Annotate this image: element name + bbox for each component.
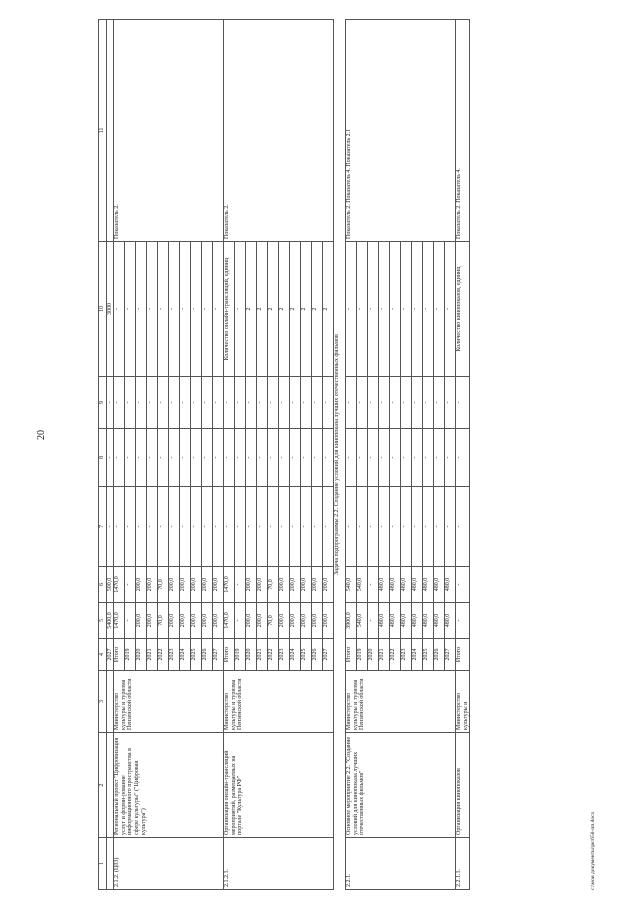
table-cell: -	[346, 242, 357, 377]
table-cell: 70,0	[158, 603, 169, 639]
table-cell: -	[379, 242, 390, 377]
table-cell: -	[423, 429, 434, 487]
table-cell: -	[106, 377, 114, 429]
table-cell: -	[279, 377, 290, 429]
table-cell: -	[346, 429, 357, 487]
table-cell: -	[379, 487, 390, 567]
table-cell: -	[456, 567, 470, 603]
table-cell: -	[213, 242, 224, 377]
table-cell: -	[412, 242, 423, 377]
table-cell: -	[136, 429, 147, 487]
table-cell: -	[434, 429, 445, 487]
table-cell: -	[401, 377, 412, 429]
table-cell: -	[147, 242, 158, 377]
table-cell: 1470,0	[114, 603, 125, 639]
table-cell: -	[401, 429, 412, 487]
table-cell: 200,0	[290, 567, 301, 603]
column-header: 11	[99, 20, 107, 242]
table-cell: 200,0	[202, 603, 213, 639]
table-cell: 480,0	[401, 603, 412, 639]
table-cell: 2026	[202, 639, 213, 671]
table-cell: 2024	[412, 639, 423, 671]
footer-path: c:\мои документы\рк\658-пп.docx	[590, 811, 596, 890]
row-number: 2.1.2.1.	[224, 838, 334, 890]
table-cell: 200,0	[136, 567, 147, 603]
table-cell: -	[456, 377, 470, 429]
table-cell: -	[235, 603, 246, 639]
table-cell: 200,0	[136, 603, 147, 639]
table-cell: -	[357, 242, 368, 377]
table-cell: 2025	[423, 639, 434, 671]
table-cell: 200,0	[279, 567, 290, 603]
indicator: Показатель 2. Показатель 4.	[456, 20, 470, 242]
executor: Министерство культуры и туризма Пензенской области	[114, 671, 224, 733]
measure-name: Организация кинопоказов	[456, 733, 470, 838]
table-cell: -	[445, 242, 456, 377]
table-cell: -	[412, 429, 423, 487]
table-cell: -	[169, 487, 180, 567]
table-cell: 480,0	[412, 603, 423, 639]
table-cell: -	[257, 377, 268, 429]
table-cell: -	[357, 377, 368, 429]
table-cell: -	[312, 429, 323, 487]
row-number: 2.1.2. (Ц03)	[114, 838, 224, 890]
column-header: 3	[99, 671, 107, 733]
table-cell: -	[191, 242, 202, 377]
table-cell: 480,0	[390, 603, 401, 639]
table-cell: 2022	[158, 639, 169, 671]
table-cell: 2025	[191, 639, 202, 671]
table-cell: 480,0	[390, 567, 401, 603]
table-cell: 2020	[246, 639, 257, 671]
table-cell: 480,0	[423, 567, 434, 603]
column-header: 9	[99, 377, 107, 429]
table-cell: -	[114, 487, 125, 567]
table-cell: -	[125, 567, 136, 603]
table-cell: 2026	[434, 639, 445, 671]
table-cell: -	[290, 377, 301, 429]
table-cell: -	[224, 429, 235, 487]
table-cell: -	[268, 487, 279, 567]
table-cell: 2023	[401, 639, 412, 671]
executor: Министерство культуры и туризма Пензенской области	[346, 671, 456, 733]
table-cell: -	[202, 487, 213, 567]
table-cell: -	[180, 429, 191, 487]
table-cell: 2	[257, 242, 268, 377]
table-cell: 2019	[235, 639, 246, 671]
table-cell: 480,0	[434, 567, 445, 603]
table-cell: 2	[323, 242, 334, 377]
table-cell: -	[456, 487, 470, 567]
table-cell: -	[423, 487, 434, 567]
table-cell: -	[191, 429, 202, 487]
executor: Министерство культуры и туризма Пензенской области	[224, 671, 334, 733]
table-cell: 2021	[147, 639, 158, 671]
column-header: 2	[99, 733, 107, 838]
table-cell: 200,0	[191, 567, 202, 603]
table-cell: -	[235, 487, 246, 567]
table-cell: -	[268, 377, 279, 429]
table-cell: 2023	[279, 639, 290, 671]
table-cell: -	[235, 242, 246, 377]
table-cell: -	[136, 242, 147, 377]
table-cell: 70,0	[158, 567, 169, 603]
table-cell: -	[290, 429, 301, 487]
table-cell: -	[346, 487, 357, 567]
table-cell: -	[357, 487, 368, 567]
table-cell: 200,0	[323, 603, 334, 639]
table-cell: -	[346, 377, 357, 429]
table-cell: 2024	[290, 639, 301, 671]
column-header: 1	[99, 838, 107, 890]
table-cell: 2019	[125, 639, 136, 671]
table-cell: -	[180, 242, 191, 377]
table-cell: -	[169, 242, 180, 377]
table-cell: Количество онлайн-трансляций, единиц	[224, 242, 235, 377]
table-cell: 480,0	[379, 603, 390, 639]
table-cell: 2019	[357, 639, 368, 671]
table-cell: -	[147, 377, 158, 429]
table-cell: 200,0	[213, 603, 224, 639]
table-cell: -	[456, 603, 470, 639]
table-cell: -	[158, 487, 169, 567]
table-cell: 2	[268, 242, 279, 377]
table-cell: -	[312, 377, 323, 429]
table-cell: -	[125, 487, 136, 567]
column-header: 4	[99, 639, 107, 671]
table-cell: 200,0	[257, 603, 268, 639]
row-number: 2.2.1.	[346, 838, 456, 890]
table-cell: -	[434, 487, 445, 567]
table-cell: -	[224, 487, 235, 567]
table-cell: -	[114, 429, 125, 487]
table-cell: -	[434, 377, 445, 429]
table-cell: -	[202, 242, 213, 377]
table-cell: -	[390, 242, 401, 377]
table-cell: -	[191, 487, 202, 567]
table-cell: -	[257, 429, 268, 487]
header-row	[99, 20, 107, 890]
table-cell: 2021	[379, 639, 390, 671]
table-cell: -	[323, 487, 334, 567]
table-cell: 5400,0	[106, 603, 114, 639]
table-cell: 200,0	[169, 567, 180, 603]
table-cell: -	[379, 377, 390, 429]
table-cell: -	[235, 429, 246, 487]
table-cell: -	[301, 377, 312, 429]
table-cell: 2024	[180, 639, 191, 671]
empty-cell	[106, 733, 114, 838]
table-cell: -	[114, 377, 125, 429]
table-cell: -	[279, 429, 290, 487]
table-cell: -	[246, 377, 257, 429]
table-cell: 2025	[301, 639, 312, 671]
table-cell: 200,0	[147, 567, 158, 603]
table-cell: 480,0	[445, 567, 456, 603]
table-cell: -	[412, 377, 423, 429]
table-cell: -	[246, 487, 257, 567]
table-cell: -	[268, 429, 279, 487]
table-cell: -	[401, 487, 412, 567]
table-cell: -	[158, 242, 169, 377]
table-cell: 540,0	[357, 567, 368, 603]
table-cell: -	[125, 603, 136, 639]
table-cell: -	[290, 487, 301, 567]
table-cell: -	[323, 377, 334, 429]
table-cell: 200,0	[301, 567, 312, 603]
table-cell: 200,0	[202, 567, 213, 603]
table-cell: -	[434, 242, 445, 377]
table-cell: -	[180, 377, 191, 429]
table-cell: -	[158, 429, 169, 487]
table-cell: 2027	[106, 639, 114, 671]
table-cell: 2	[290, 242, 301, 377]
table-cell: -	[125, 377, 136, 429]
row-number: 2.2.1.1.	[456, 838, 470, 890]
table-cell: 200,0	[290, 603, 301, 639]
table-cell: -	[257, 487, 268, 567]
table-cell: 2027	[213, 639, 224, 671]
table-cell: -	[202, 377, 213, 429]
table-row	[224, 20, 235, 890]
table-cell: -	[213, 429, 224, 487]
table-cell: 200,0	[191, 603, 202, 639]
page-number: 20	[36, 430, 47, 440]
table-cell: 3000	[106, 242, 114, 377]
table-cell: -	[390, 377, 401, 429]
table-row	[114, 20, 125, 890]
table-cell: -	[368, 603, 379, 639]
table-cell: 2023	[169, 639, 180, 671]
column-header: 5	[99, 603, 107, 639]
table-cell: -	[390, 487, 401, 567]
column-header: 6	[99, 567, 107, 603]
table-cell: -	[147, 429, 158, 487]
measure-name: Организация онлайн-трансляций мероприятий, размещаемых на портале "Культура РФ"	[224, 733, 334, 838]
table-cell: 2022	[390, 639, 401, 671]
table-cell: 200,0	[180, 603, 191, 639]
table-cell: 200,0	[257, 567, 268, 603]
table-cell: 200,0	[312, 567, 323, 603]
indicator: Показатель 2.	[224, 20, 334, 242]
table-cell: -	[445, 487, 456, 567]
column-header: 10	[99, 242, 107, 377]
table-cell: 3900,0	[346, 603, 357, 639]
table-cell: Итого	[346, 639, 357, 671]
table-cell: -	[169, 429, 180, 487]
table-cell: 480,0	[423, 603, 434, 639]
table-cell: 200,0	[169, 603, 180, 639]
table-cell: 540,0	[346, 567, 357, 603]
table-cell: -	[191, 377, 202, 429]
table-cell: -	[136, 487, 147, 567]
table-cell: 2021	[257, 639, 268, 671]
table-cell: 2027	[323, 639, 334, 671]
indicator: Показатель 2.	[114, 20, 224, 242]
table-cell: 2020	[136, 639, 147, 671]
table-cell: 200,0	[213, 567, 224, 603]
table-cell: -	[368, 487, 379, 567]
indicator: Показатель 2. Показатель 4. Показатель 2.1	[346, 20, 456, 242]
table-cell: 480,0	[412, 567, 423, 603]
table-cell: 2	[312, 242, 323, 377]
table-cell: -	[412, 487, 423, 567]
table-cell: 2020	[368, 639, 379, 671]
table-cell: -	[169, 377, 180, 429]
table-cell: 200,0	[147, 603, 158, 639]
table-cell: 2	[301, 242, 312, 377]
table-cell: 480,0	[434, 603, 445, 639]
table-row	[346, 20, 357, 890]
table-cell: -	[368, 242, 379, 377]
table-cell: -	[456, 429, 470, 487]
table-cell: -	[125, 429, 136, 487]
table-cell: -	[423, 377, 434, 429]
table-cell: -	[147, 487, 158, 567]
table-cell: -	[136, 377, 147, 429]
table-cell: 200,0	[246, 603, 257, 639]
table-cell: 70,0	[268, 603, 279, 639]
table-cell: -	[368, 377, 379, 429]
table-cell: -	[390, 429, 401, 487]
table-cell: -	[357, 429, 368, 487]
table-row	[456, 20, 470, 890]
table-container	[98, 20, 623, 890]
empty-cell	[106, 838, 114, 890]
table-row	[106, 20, 114, 890]
column-header: 8	[99, 429, 107, 487]
table-cell: Итого	[456, 639, 470, 671]
table-cell: -	[379, 429, 390, 487]
section-title: Задача подпрограммы 2.2. Создание условий для кинопоказа лучших отечественных фильмов	[334, 20, 346, 890]
table-cell: -	[279, 487, 290, 567]
table-cell: -	[235, 567, 246, 603]
table-cell: 200,0	[323, 567, 334, 603]
table-cell: -	[301, 487, 312, 567]
empty-cell	[106, 671, 114, 733]
column-header: 7	[99, 487, 107, 567]
table-cell: 480,0	[379, 567, 390, 603]
table-cell: -	[401, 242, 412, 377]
table-cell: Количество кинопоказов, единиц	[456, 242, 470, 377]
table-cell: 70,0	[268, 567, 279, 603]
table-cell: -	[114, 242, 125, 377]
measure-name: Основное мероприятие 2.2. "Создание условий для кинопоказа лучших отечественных фильмов"	[346, 733, 456, 838]
table-cell: 1470,0	[114, 567, 125, 603]
table-cell: -	[224, 377, 235, 429]
table-cell: Итого	[224, 639, 235, 671]
table-cell: -	[106, 429, 114, 487]
table-cell: 2027	[445, 639, 456, 671]
table-cell: 540,0	[357, 603, 368, 639]
table-cell: 1470,0	[224, 567, 235, 603]
table-cell: 200,0	[301, 603, 312, 639]
table-cell: 200,0	[279, 603, 290, 639]
table-cell: -	[202, 429, 213, 487]
table-cell: 2	[246, 242, 257, 377]
table-cell: 2026	[312, 639, 323, 671]
table-cell	[106, 20, 114, 242]
table-cell: -	[106, 487, 114, 567]
table-cell: 200,0	[180, 567, 191, 603]
table-cell: -	[368, 567, 379, 603]
table-cell: 2022	[268, 639, 279, 671]
table-cell: -	[312, 487, 323, 567]
table-cell: -	[235, 377, 246, 429]
table-cell: 500,0	[106, 567, 114, 603]
table-cell: -	[180, 487, 191, 567]
table-cell: 1470,0	[224, 603, 235, 639]
measure-name: Региональный проект "Цифровизация услуг и форми-рование информационного пространства в сфере культуры" ("Цифровая культура")	[114, 733, 224, 838]
table-cell: 480,0	[445, 603, 456, 639]
program-table	[98, 19, 470, 890]
table-cell: -	[368, 429, 379, 487]
table-cell: 200,0	[312, 603, 323, 639]
table-cell: -	[158, 377, 169, 429]
table-cell: -	[423, 242, 434, 377]
table-cell: -	[213, 377, 224, 429]
table-cell: Итого	[114, 639, 125, 671]
table-cell: 480,0	[401, 567, 412, 603]
table-cell: -	[445, 429, 456, 487]
table-cell: -	[125, 242, 136, 377]
table-cell: 200,0	[246, 567, 257, 603]
table-cell: -	[213, 487, 224, 567]
table-cell: -	[323, 429, 334, 487]
table-cell: -	[301, 429, 312, 487]
table-cell: 2	[279, 242, 290, 377]
table-cell: -	[246, 429, 257, 487]
table-cell: -	[445, 377, 456, 429]
section-row	[334, 20, 346, 890]
executor: Министерство культуры и	[456, 671, 470, 733]
